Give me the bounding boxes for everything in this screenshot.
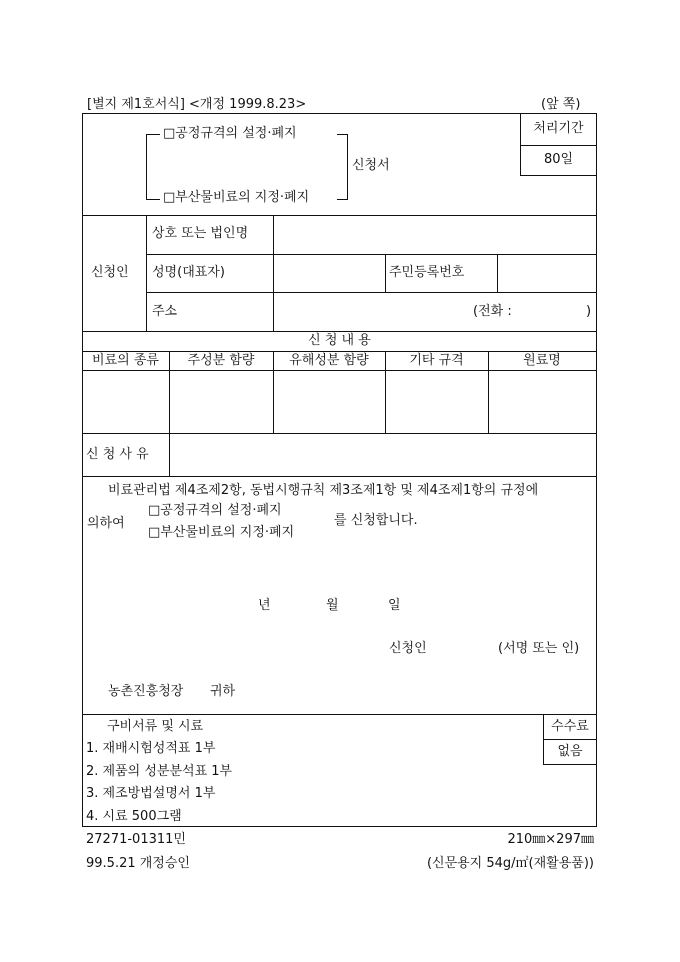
- frame-left: [82, 113, 83, 827]
- processing-value: 80일: [543, 152, 574, 167]
- column-header: 주성분 함량: [187, 353, 255, 368]
- page-side: (앞 쪽): [541, 97, 581, 112]
- date-year: 년: [258, 598, 271, 613]
- statement-option-2: □부산물비료의 지정·폐지: [148, 525, 295, 540]
- signer-label: 신청인: [389, 641, 427, 656]
- company-label: 상호 또는 법인명: [152, 226, 249, 241]
- reason-label: 신 청 사 유: [86, 447, 149, 462]
- phone-close: ): [586, 304, 592, 319]
- statement-suffix: 를 신청합니다.: [334, 513, 418, 528]
- title-option-1: □공정규격의 설정·폐지: [163, 126, 297, 141]
- paper-size: 210㎜×297㎜: [507, 832, 594, 847]
- phone-label: (전화 :: [473, 304, 512, 319]
- documents-heading: 구비서류 및 시료: [107, 719, 204, 734]
- list-item: 1. 재배시험성적표 1부: [86, 741, 216, 756]
- title-option-2: □부산물비료의 지정·폐지: [163, 190, 310, 205]
- statement-line-1: 비료관리법 제4조제2항, 동법시행규칙 제3조제1항 및 제4조제1항의 규정에: [108, 483, 539, 498]
- bracket-right: [347, 134, 348, 200]
- name-label: 성명(대표자): [152, 265, 225, 280]
- column-header: 원료명: [523, 353, 561, 368]
- frame-bottom: [82, 826, 597, 827]
- checkbox[interactable]: □: [163, 126, 176, 141]
- recipient-suffix: 귀하: [210, 684, 236, 699]
- document-type: 신청서: [352, 158, 390, 173]
- list-item: 4. 시료 500그램: [86, 809, 182, 824]
- statement-prefix: 의하여: [87, 516, 125, 531]
- column-header: 유해성분 함량: [289, 353, 369, 368]
- list-item: 3. 제조방법설명서 1부: [86, 786, 216, 801]
- checkbox[interactable]: □: [163, 190, 176, 205]
- form-code: 27271-01311민: [86, 832, 186, 847]
- contents-heading: 신 청 내 용: [308, 333, 371, 348]
- column-header: 기타 규격: [409, 353, 464, 368]
- date-day: 일: [388, 598, 401, 613]
- paper-spec: (신문용지 54g/㎡(재활용품)): [426, 856, 594, 871]
- processing-label: 처리기간: [533, 121, 584, 136]
- signature-hint: (서명 또는 인): [498, 641, 580, 656]
- statement-option-1: □공정규격의 설정·폐지: [148, 503, 282, 518]
- date-month: 월: [326, 598, 339, 613]
- fee-value: 없음: [557, 744, 583, 759]
- id-label: 주민등록번호: [389, 265, 465, 280]
- fee-label: 수수료: [551, 719, 589, 734]
- list-item: 2. 제품의 성분분석표 1부: [86, 764, 233, 779]
- recipient: 농촌진흥청장: [108, 684, 184, 699]
- form-id: [별지 제1호서식] <개정 1999.8.23>: [87, 97, 307, 112]
- approval: 99.5.21 개정승인: [86, 856, 190, 871]
- applicant-label: 신청인: [91, 265, 129, 280]
- address-label: 주소: [152, 304, 178, 319]
- column-header: 비료의 종류: [92, 353, 159, 368]
- bracket-left: [146, 134, 147, 200]
